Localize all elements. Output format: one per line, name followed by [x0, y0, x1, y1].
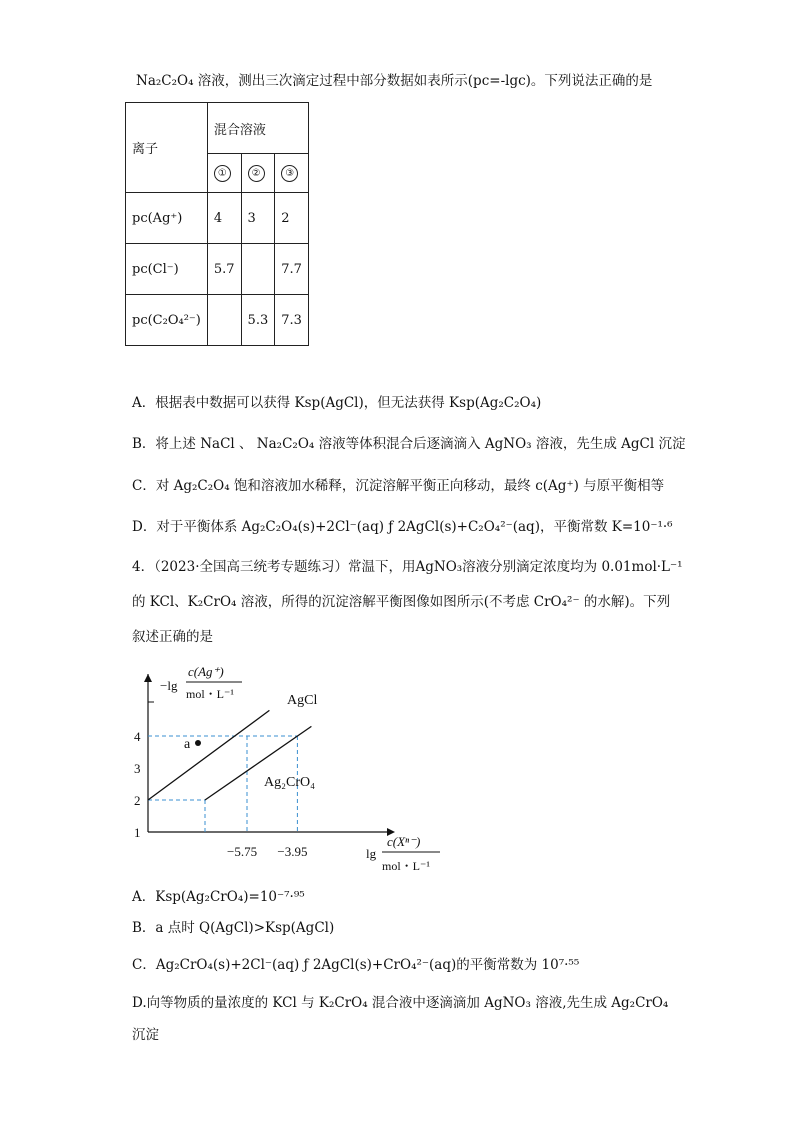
x-tick-label: −5.75 — [227, 844, 258, 859]
ion-data-table — [125, 102, 309, 346]
cell: 2 — [275, 193, 309, 244]
q4-stem-line2: 的 KCl、K₂CrO₄ 溶液，所得的沉淀溶解平衡图像如图所示(不考虑 CrO₄²⁻ 的水解)。下列 — [132, 594, 671, 610]
q4-option-d-line1: D.向等物质的量浓度的 KCl 与 K₂CrO₄ 混合液中逐滴滴加 AgNO₃ 溶液,先生成 Ag₂CrO₄ — [132, 995, 669, 1011]
table-row — [126, 244, 309, 295]
point-a-label: a — [184, 737, 191, 752]
cell: 7.7 — [275, 244, 309, 295]
q4-option-c: C．Ag₂CrO₄(s)+2Cl⁻(aq) ƒ 2AgCl(s)+CrO₄²⁻(aq)的平衡常数为 10⁷·⁵⁵ — [132, 957, 580, 973]
ylabel-den: mol・L⁻¹ — [186, 687, 234, 701]
series-line-agcl — [148, 710, 269, 800]
y-tick-label: 3 — [134, 761, 141, 776]
series-label-ag2cro4: Ag₂CrO₄ — [264, 775, 315, 790]
q3-option-a: A．根据表中数据可以获得 Ksp(AgCl)，但无法获得 Ksp(Ag₂C₂O₄) — [132, 395, 542, 411]
q4-stem-line1: 4．（2023·全国高三统考专题练习）常温下，用AgNO₃溶液分别滴定浓度均为 0.01mol·L⁻¹ — [132, 559, 683, 575]
table-row — [126, 295, 309, 346]
q4-stem-line3: 叙述正确的是 — [132, 629, 213, 645]
cell: 4 — [207, 193, 241, 244]
cell — [207, 295, 241, 346]
y-tick-label: 4 — [134, 729, 141, 744]
col-1: ① — [214, 165, 231, 182]
col-3: ③ — [281, 165, 298, 182]
ylabel-prefix: −lg — [160, 678, 178, 693]
q4-option-b: B．a 点时 Q(AgCl)>Ksp(AgCl) — [132, 920, 335, 936]
ylabel-num: c(Ag⁺) — [188, 664, 224, 679]
cell: 3 — [241, 193, 275, 244]
xlabel-prefix: lg — [366, 846, 377, 861]
x-tick-label: −3.95 — [277, 844, 308, 859]
y-axis-arrow — [144, 674, 152, 682]
row-label: pc(C₂O₄²⁻) — [126, 295, 208, 346]
q4-option-a: A．Ksp(Ag₂CrO₄)=10⁻⁷·⁹⁵ — [132, 889, 305, 905]
row-label: pc(Ag⁺) — [126, 193, 208, 244]
q4-option-d-line2: 沉淀 — [132, 1027, 159, 1043]
header-mix: 混合溶液 — [207, 103, 308, 154]
cell: 7.3 — [275, 295, 309, 346]
y-tick-label: 2 — [134, 793, 141, 808]
row-label: pc(Cl⁻) — [126, 244, 208, 295]
cell: 5.7 — [207, 244, 241, 295]
cell — [241, 244, 275, 295]
xlabel-num: c(Xⁿ⁻) — [387, 834, 421, 849]
table-row — [126, 193, 309, 244]
xlabel-den: mol・L⁻¹ — [382, 859, 430, 873]
header-ion: 离子 — [126, 103, 208, 193]
point-a-marker — [195, 740, 201, 746]
q3-option-c: C．对 Ag₂C₂O₄ 饱和溶液加水稀释，沉淀溶解平衡正向移动，最终 c(Ag⁺) 与原平衡相等 — [132, 478, 665, 494]
y-tick-label: 1 — [134, 825, 141, 840]
col-2: ② — [248, 165, 265, 182]
solubility-chart — [132, 660, 452, 880]
q3-option-d: D．对于平衡体系 Ag₂C₂O₄(s)+2Cl⁻(aq) ƒ 2AgCl(s)+C₂O₄²⁻(aq)，平衡常数 K=10⁻¹·⁶ — [132, 519, 673, 535]
intro-text: Na₂C₂O₄ 溶液，测出三次滴定过程中部分数据如表所示(pc=-lgc)。下列说法正确的是 — [136, 73, 653, 89]
cell: 5.3 — [241, 295, 275, 346]
series-label-agcl: AgCl — [287, 693, 318, 708]
q3-option-b: B．将上述 NaCl 、 Na₂C₂O₄ 溶液等体积混合后逐滴滴入 AgNO₃ 溶液，先生成 AgCl 沉淀 — [132, 436, 686, 452]
